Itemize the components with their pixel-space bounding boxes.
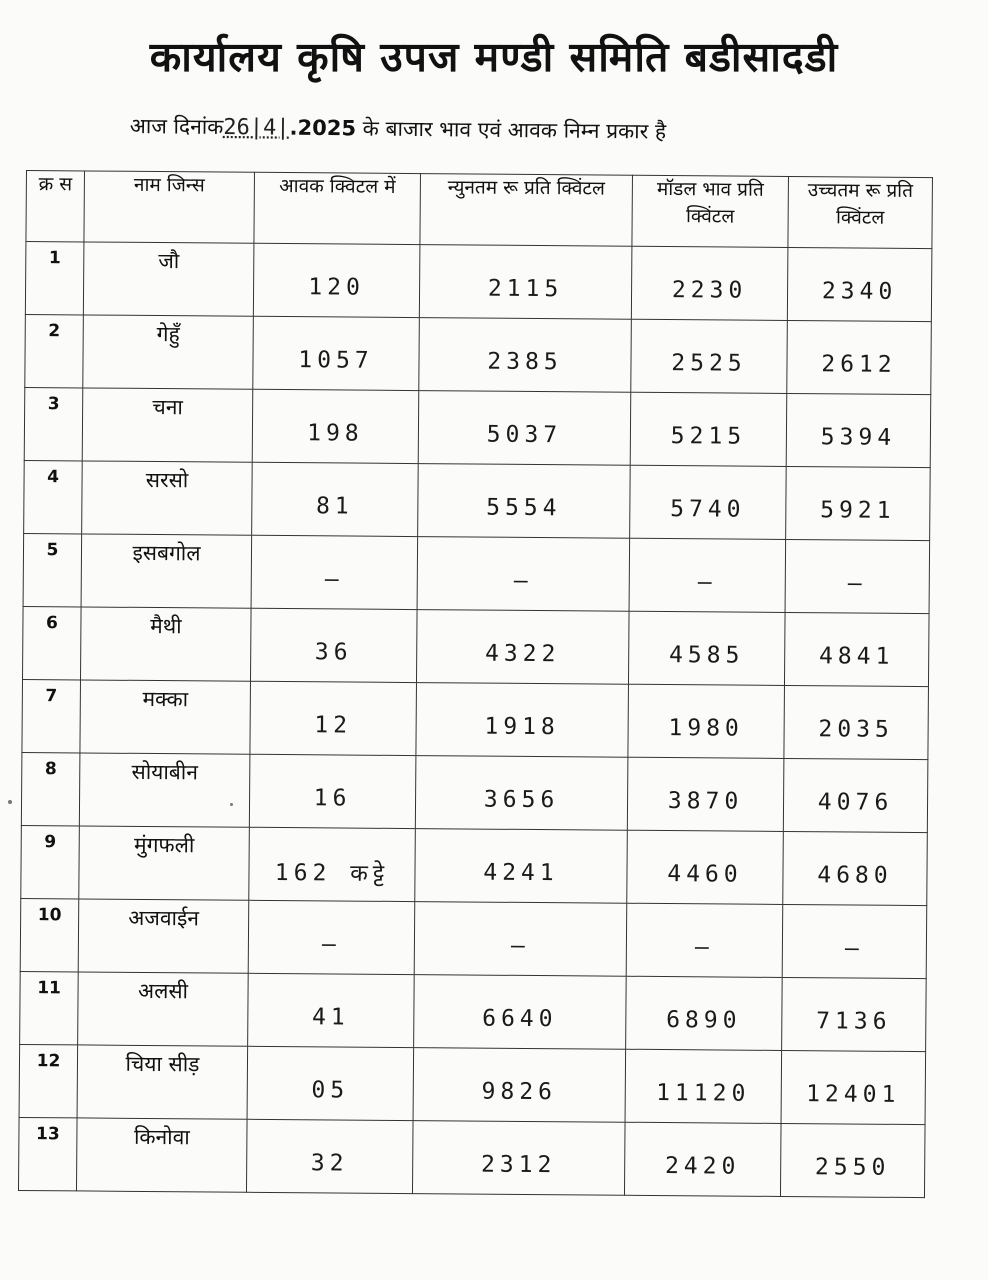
min-price-cell: 4241 bbox=[415, 829, 628, 904]
page-title: कार्यालय कृषि उपज मण्डी समिति बडीसादडी bbox=[149, 33, 839, 81]
max-price-cell: 12401 bbox=[781, 1050, 926, 1124]
col-commodity-header: नाम जिन्स bbox=[84, 171, 255, 243]
table-body bbox=[18, 242, 931, 1198]
market-price-table bbox=[18, 170, 933, 1198]
commodity-cell: इसबगोल bbox=[81, 534, 252, 608]
max-price-cell: — bbox=[782, 904, 927, 978]
modal-price-cell: 3870 bbox=[627, 757, 784, 831]
commodity-cell: सरसो bbox=[82, 461, 253, 535]
min-price-cell: 6640 bbox=[414, 975, 627, 1050]
modal-price-cell: 2230 bbox=[631, 246, 788, 320]
min-price-cell: 2385 bbox=[419, 318, 632, 393]
modal-price-cell: 4460 bbox=[627, 830, 784, 904]
max-price-cell: 4841 bbox=[784, 612, 929, 686]
col-modal-price-header: मॉडल भाव प्रति क्विंटल bbox=[632, 175, 789, 247]
serial-cell: 9 bbox=[21, 825, 80, 898]
serial-cell: 11 bbox=[20, 971, 79, 1044]
table-row bbox=[25, 314, 932, 394]
min-price-cell: 9826 bbox=[413, 1048, 626, 1123]
date-suffix: के बाजार भाव एवं आवक निम्न प्रकार है bbox=[355, 116, 667, 144]
table-row bbox=[24, 387, 931, 467]
modal-price-cell: 4585 bbox=[628, 611, 785, 685]
date-prefix: आज दिनांक bbox=[129, 113, 224, 139]
max-price-cell: 5394 bbox=[786, 393, 931, 467]
arrival-cell: 198 bbox=[252, 389, 419, 463]
table-row bbox=[18, 1117, 925, 1197]
handwritten-date: 26|4| bbox=[223, 114, 290, 141]
arrival-cell: 16 bbox=[249, 754, 416, 828]
min-price-cell: 5037 bbox=[418, 391, 631, 466]
commodity-cell: सोयाबीन bbox=[79, 753, 250, 827]
commodity-cell: अलसी bbox=[78, 972, 249, 1046]
serial-cell: 12 bbox=[19, 1044, 78, 1117]
scan-speck bbox=[8, 800, 12, 804]
arrival-cell: 32 bbox=[246, 1119, 413, 1193]
max-price-cell: 4076 bbox=[783, 758, 928, 832]
commodity-cell: जौ bbox=[83, 242, 254, 316]
table-row bbox=[21, 752, 928, 832]
table-row bbox=[25, 242, 932, 322]
table-row bbox=[21, 825, 928, 905]
modal-price-cell: 5215 bbox=[630, 392, 787, 466]
arrival-cell: 41 bbox=[248, 973, 415, 1047]
arrival-cell: 162 कट्टे bbox=[249, 827, 416, 901]
min-price-cell: 3656 bbox=[415, 756, 628, 831]
commodity-cell: गेहुँ bbox=[83, 315, 254, 389]
commodity-cell: किनोवा bbox=[76, 1118, 247, 1192]
arrival-cell: 12 bbox=[250, 681, 417, 755]
min-price-cell: 2312 bbox=[412, 1121, 625, 1196]
arrival-cell: 05 bbox=[247, 1046, 414, 1120]
modal-price-cell: — bbox=[626, 903, 783, 977]
max-price-cell: 4680 bbox=[783, 831, 928, 905]
arrival-cell: 36 bbox=[250, 608, 417, 682]
col-arrival-header: आवक क्विटल में bbox=[254, 172, 421, 244]
serial-cell: 2 bbox=[25, 314, 84, 387]
serial-cell: 5 bbox=[23, 533, 82, 606]
table-header-row bbox=[26, 171, 933, 249]
modal-price-cell: — bbox=[629, 538, 786, 612]
col-min-price-header: न्युनतम रू प्रति क्विंटल bbox=[420, 174, 633, 247]
scan-speck bbox=[230, 803, 233, 806]
date-year: .2025 bbox=[289, 115, 357, 141]
modal-price-cell: 1980 bbox=[628, 684, 785, 758]
col-serial-header: क्र स bbox=[26, 171, 85, 242]
col-max-price-header: उच्चतम रू प्रति क्विंटल bbox=[788, 176, 933, 248]
max-price-cell: 2550 bbox=[780, 1123, 925, 1197]
arrival-cell: 120 bbox=[253, 243, 420, 317]
table-row bbox=[23, 533, 930, 613]
min-price-cell: 5554 bbox=[418, 464, 631, 539]
max-price-cell: 7136 bbox=[782, 977, 927, 1051]
serial-cell: 7 bbox=[22, 679, 81, 752]
table-row bbox=[22, 679, 929, 759]
min-price-cell: — bbox=[417, 537, 630, 612]
serial-cell: 6 bbox=[22, 606, 81, 679]
price-sheet bbox=[19, 170, 932, 1181]
min-price-cell: 2115 bbox=[419, 245, 632, 320]
serial-cell: 1 bbox=[25, 242, 84, 315]
modal-price-cell: 6890 bbox=[626, 976, 783, 1050]
modal-price-cell: 2420 bbox=[624, 1122, 781, 1196]
commodity-cell: मुंगफली bbox=[79, 826, 250, 900]
min-price-cell: — bbox=[414, 902, 627, 977]
serial-cell: 8 bbox=[21, 752, 80, 825]
date-line bbox=[130, 112, 667, 146]
arrival-cell: 1057 bbox=[253, 316, 420, 390]
modal-price-cell: 5740 bbox=[630, 465, 787, 539]
commodity-cell: मैथी bbox=[80, 607, 251, 681]
commodity-cell: चिया सीड़ bbox=[77, 1045, 248, 1119]
commodity-cell: अजवाईन bbox=[78, 899, 249, 973]
arrival-cell: 81 bbox=[252, 462, 419, 536]
modal-price-cell: 11120 bbox=[625, 1049, 782, 1123]
max-price-cell: 5921 bbox=[786, 466, 931, 540]
max-price-cell: 2612 bbox=[787, 320, 932, 394]
min-price-cell: 4322 bbox=[416, 610, 629, 685]
commodity-cell: मक्का bbox=[80, 680, 251, 754]
serial-cell: 4 bbox=[24, 460, 83, 533]
table-row bbox=[19, 1044, 926, 1124]
table-row bbox=[22, 606, 929, 686]
max-price-cell: 2340 bbox=[787, 247, 932, 321]
serial-cell: 10 bbox=[20, 898, 79, 971]
min-price-cell: 1918 bbox=[416, 683, 629, 758]
commodity-cell: चना bbox=[82, 388, 253, 462]
serial-cell: 3 bbox=[24, 387, 83, 460]
arrival-cell: — bbox=[248, 900, 415, 974]
modal-price-cell: 2525 bbox=[631, 319, 788, 393]
table-row bbox=[20, 898, 927, 978]
table-row bbox=[20, 971, 927, 1051]
arrival-cell: — bbox=[251, 535, 418, 609]
max-price-cell: — bbox=[785, 539, 930, 613]
serial-cell: 13 bbox=[18, 1117, 77, 1190]
max-price-cell: 2035 bbox=[784, 685, 929, 759]
table-row bbox=[24, 460, 931, 540]
